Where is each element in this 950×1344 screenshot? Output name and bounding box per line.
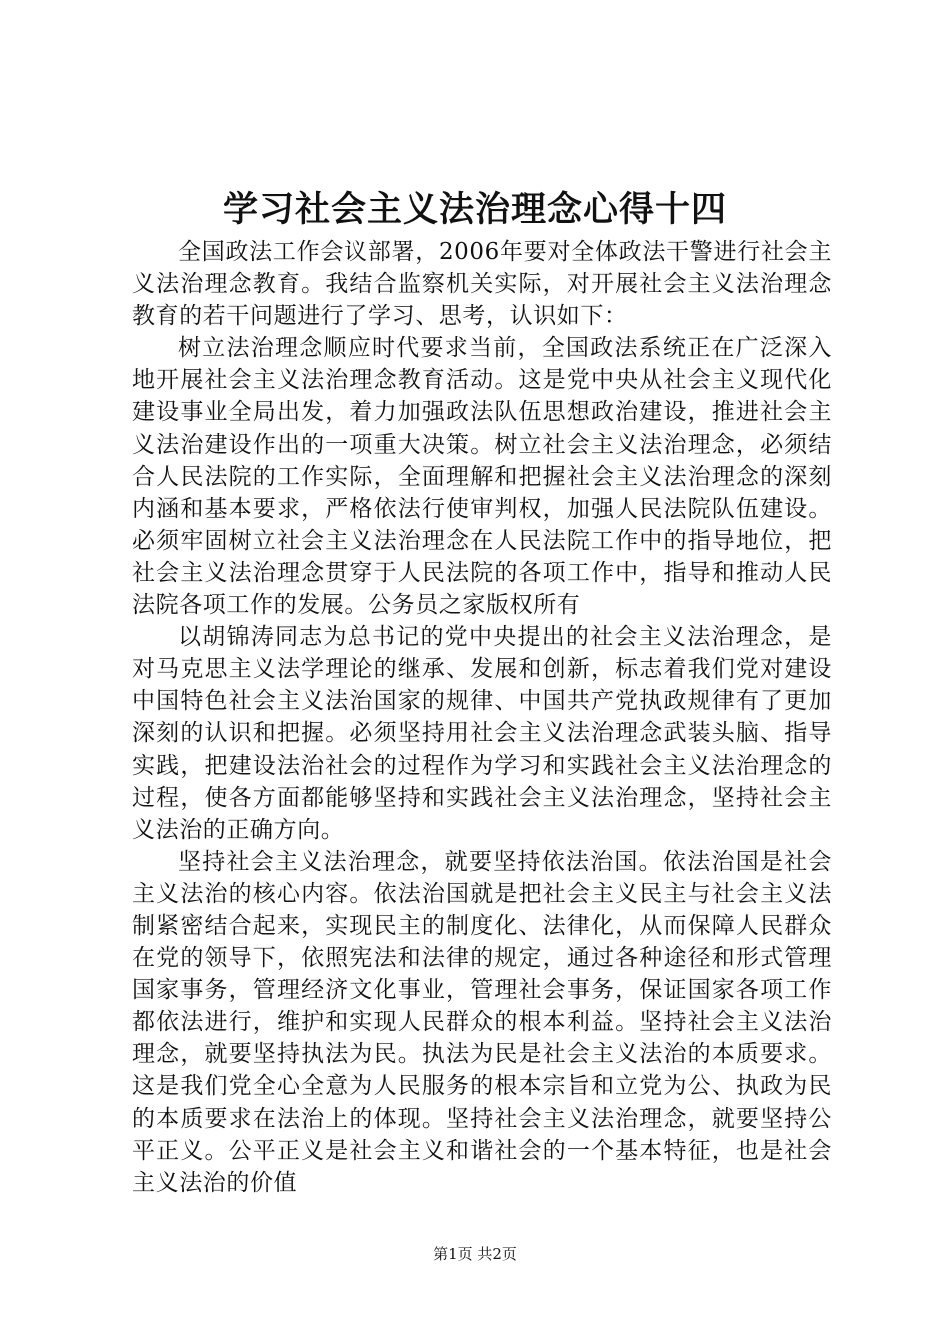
paragraph-rule-of-law: 坚持社会主义法治理念，就要坚持依法治国。依法治国是社会主义法治的核心内容。依法治国就是把社会主义民主与社会主义法制紧密结合起来，实现民主的制度化、法律化，从而保障人民群众在党的领导下，依照宪法和法律的规定，通过各种途径和形式管理国家事务，管理经济文化事业，管理社会事务，保证国家各项工作都依法进行，维护和实现人民群众的根本利益。坚持社会主义法治理念，就要坚持执法为民。执法为民是社会主义法治的本质要求。这是我们党全心全意为人民服务的根本宗旨和立党为公、执政为民的本质要求在法治上的体现。坚持社会主义法治理念，就要坚持公平正义。公平正义是社会主义和谐社会的一个基本特征，也是社会主义法治的价值 <box>132 848 832 1196</box>
document-title: 学习社会主义法治理念心得十四 <box>222 189 727 230</box>
paragraph-party-central: 以胡锦涛同志为总书记的党中央提出的社会主义法治理念，是对马克思主义法学理论的继承、发展和创新，标志着我们党对建设中国特色社会主义法治国家的规律、中国共产党执政规律有了更加深刻的认识和把握。必须坚持用社会主义法治理念武装头脑、指导实践，把建设法治社会的过程作为学习和实践社会主义法治理念的过程，使各方面都能够坚持和实践社会主义法治理念，坚持社会主义法治的正确方向。 <box>132 624 832 843</box>
paragraph-establish-concept: 树立法治理念顺应时代要求当前，全国政法系统正在广泛深入地开展社会主义法治理念教育活动。这是党中央从社会主义现代化建设事业全局出发，着力加强政法队伍思想政治建设，推进社会主义法治建设作出的一项重大决策。树立社会主义法治理念，必须结合人民法院的工作实际，全面理解和把握社会主义法治理念的深刻内涵和基本要求，严格依法行使审判权，加强人民法院队伍建设。必须牢固树立社会主义法治理念在人民法院工作中的指导地位，把社会主义法治理念贯穿于人民法院的各项工作中，指导和推动人民法院各项工作的发展。公务员之家版权所有 <box>132 335 832 619</box>
page-number: 第1页 共2页 <box>433 1245 517 1263</box>
document-body <box>132 236 832 1199</box>
paragraph-intro: 全国政法工作会议部署，2006年要对全体政法干警进行社会主义法治理念教育。我结合监察机关实际，对开展社会主义法治理念教育的若干问题进行了学习、思考，认识如下： <box>132 239 832 330</box>
